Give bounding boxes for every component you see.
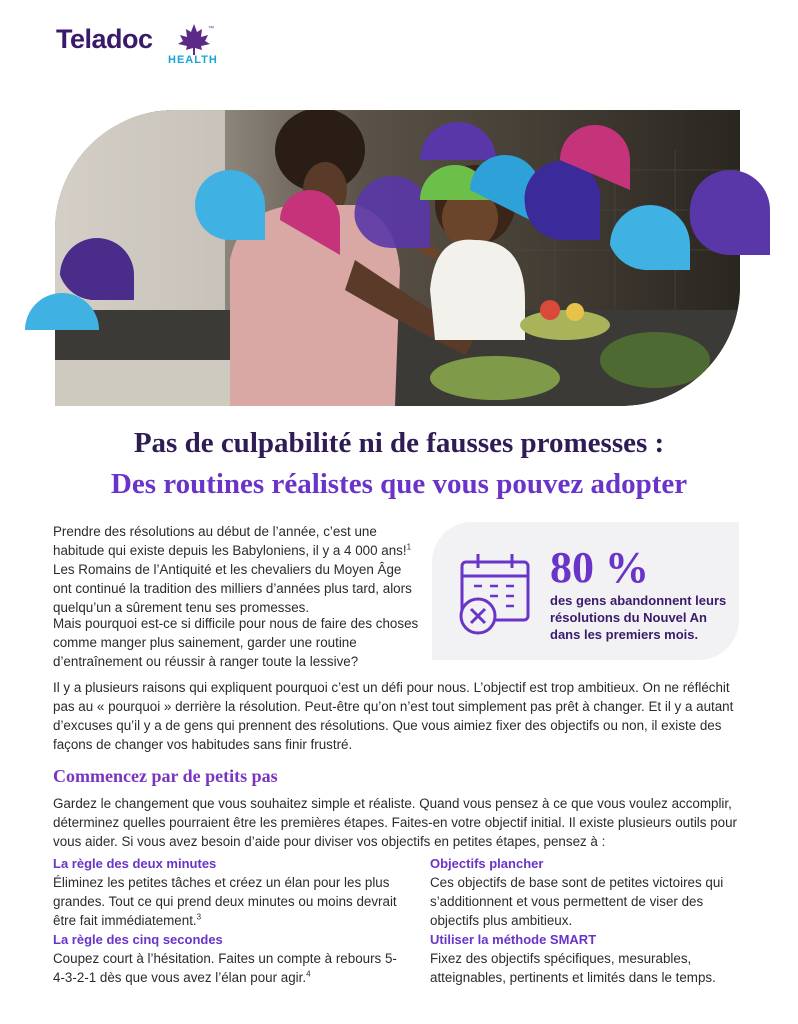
trademark-mark: ™	[208, 26, 214, 32]
page-subtitle: Des routines réalistes que vous pouvez adopter	[110, 468, 688, 500]
page-title: Pas de culpabilité ni de fausses promesses :	[133, 427, 665, 459]
intro-paragraph-1: Prendre des résolutions au début de l’année, c’est une habitude qui existe depuis les Babyloniens, il y a 4 000 ans!$^1$ Les Romains de l’Antiquité et les chevaliers du Moyen Âge ont continué la tradition des milliers d’années plus tard, alors quelqu’un a sûrement tenu ses promesses.	[53, 524, 412, 615]
rule-body-two-minutes: Éliminez les petites tâches et créez un élan pour les plus grandes. Tout ce qui prend deux minutes ou moins devrait être fait immédiatement.$^3$	[53, 875, 397, 928]
rule-title-floor-goals: Objectifs plancher	[430, 856, 544, 871]
stat-number: 80 %	[550, 543, 649, 592]
logo-subtitle: HEALTH	[168, 54, 218, 66]
intro-paragraph-3: Il y a plusieurs raisons qui expliquent pourquoi c’est un défi pour nous. L’objectif est trop ambitieux. On ne réfléchit pas au « pourquoi » derrière la résolution. Peut-être qu’on n’est tout simplement pas prêt à changer. Et il y a autant d’excuses qu’il y a de gens qui prennent des résolutions. Que vous aimiez fixer des objectifs ou non, il existe des façons de changer vos habitudes sans finir frustré.	[53, 680, 734, 752]
calendar-x-icon	[454, 548, 534, 640]
hero-image	[55, 110, 740, 406]
section-paragraph: Gardez le changement que vous souhaitez simple et réaliste. Quand vous pensez à ce que vous voulez accomplir, déterminez quelles pourraient être les premières étapes. Faites-en votre objectif initial. Il existe plusieurs outils pour vous aider. Si vous avez besoin d’aide pour diviser vos objectifs en petites étapes, pensez à :	[53, 796, 738, 849]
teladoc-logo	[56, 22, 226, 74]
section-heading: Commencez par de petits pas	[53, 766, 278, 786]
stat-description: des gens abandonnent leurs résolutions du Nouvel An dans les premiers mois.	[550, 593, 727, 642]
rule-body-floor-goals: Ces objectifs de base sont de petites victoires qui s’additionnent et vous permettent de viser des objectifs plus ambitieux.	[430, 875, 724, 928]
rule-body-five-seconds: Coupez court à l’hésitation. Faites un compte à rebours 5-4-3-2-1 dès que vous avez l’élan pour agir.$^4$	[53, 951, 397, 985]
maple-leaf-icon	[174, 22, 214, 56]
rule-title-five-seconds: La règle des cinq secondes	[53, 932, 223, 947]
rule-title-two-minutes: La règle des deux minutes	[53, 856, 217, 871]
logo-wordmark: Teladoc	[56, 24, 153, 54]
stat-callout	[432, 522, 739, 660]
intro-paragraph-2: Mais pourquoi est-ce si difficile pour nous de faire des choses comme manger plus sainement, garder une routine d’entraînement ou réussir à ranger toute la lessive?	[53, 616, 419, 669]
family-cooking-illustration	[55, 110, 740, 406]
rule-title-smart: Utiliser la méthode SMART	[430, 932, 597, 947]
rule-body-smart: Fixez des objectifs spécifiques, mesurables, atteignables, pertinents et limités dans le temps.	[430, 951, 716, 985]
